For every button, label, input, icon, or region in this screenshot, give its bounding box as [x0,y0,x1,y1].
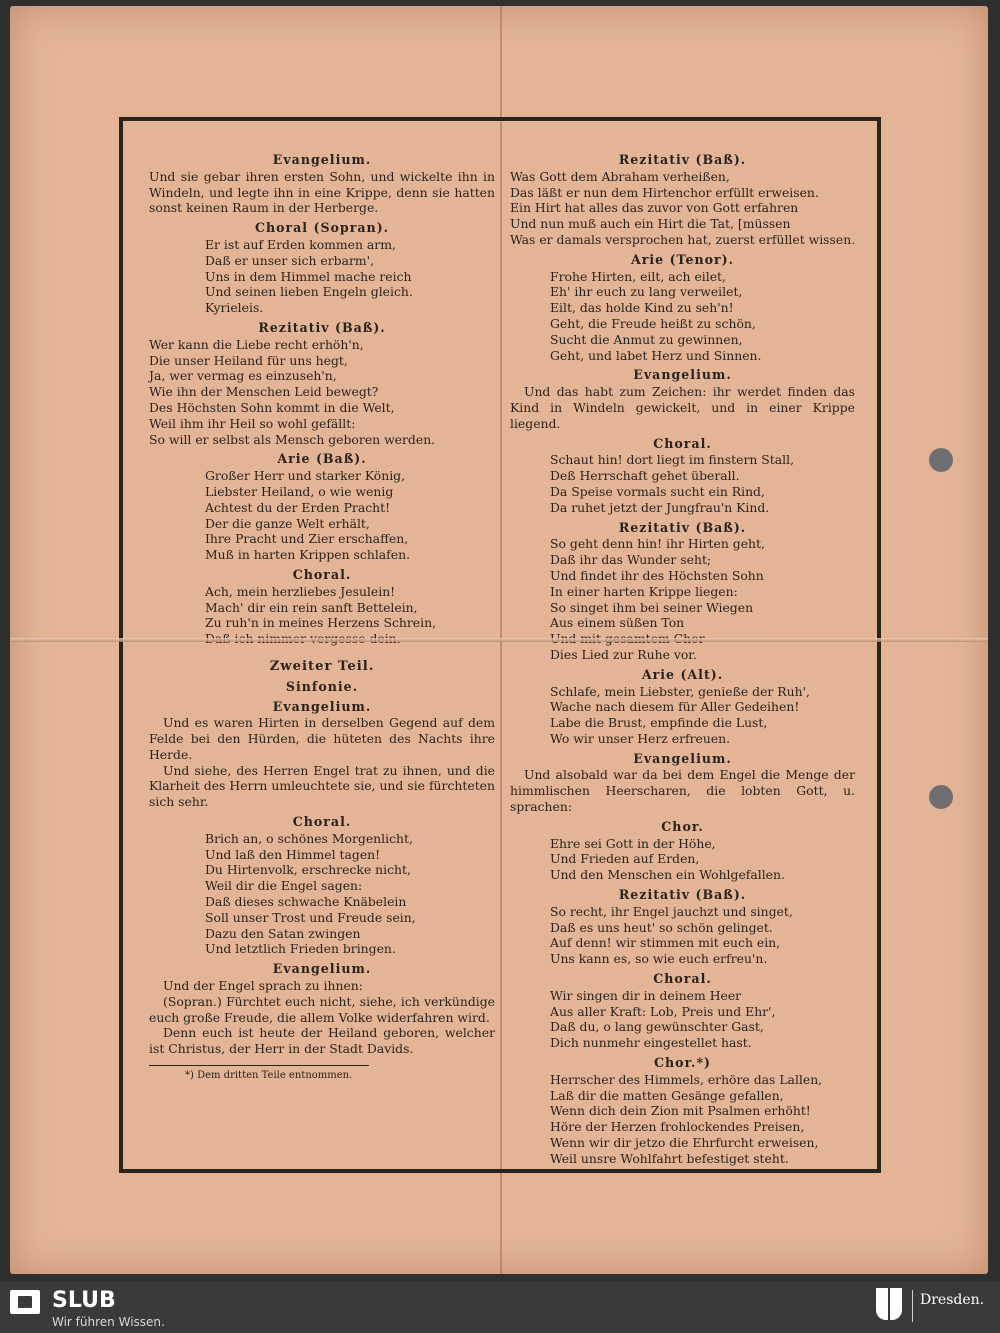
verse-line: Schaut hin! dort liegt im finstern Stall, [550,452,795,468]
verse-line: Wer kann die Liebe recht erhöh'n, [149,336,364,352]
section-heading: Rezitativ (Baß). [618,152,747,167]
verse-line: Ehre sei Gott in der Höhe, [550,835,716,851]
footnote: *) Dem dritten Teile entnommen. [185,1070,353,1082]
verse-line: Und findet ihr des Höchsten Sohn [550,567,764,583]
section-heading: Evangelium. [633,367,732,383]
verse-line: Daß es uns heut' so schön gelinget. [550,919,773,935]
prose-paragraph: Und es waren Hirten in derselben Gegend auf dem Felde bei den Hürden, die hüteten des Nachts ihre Herde. [149,715,495,762]
verse-line: Daß du, o lang gewünschter Gast, [550,1019,764,1035]
verse-line: Da ruhet jetzt der Jungfrau'n Kind. [550,499,770,515]
verse-line: Der die ganze Welt erhält, [205,515,370,531]
verse-line: Und Frieden auf Erden, [550,851,700,867]
verse-line: Uns kann es, so wie euch erfreu'n. [550,951,768,967]
verse-line: Sucht die Anmut zu gewinnen, [550,331,743,347]
verse-line: Wache nach diesem für Aller Gedeihen! [550,699,800,715]
section-heading: Chor. [661,818,704,834]
verse-line: In einer harten Krippe liegen: [550,583,738,599]
verse-line: Wenn dich dein Zion mit Psalmen erhöht! [550,1103,811,1119]
prose-paragraph: Denn euch ist heute der Heiland geboren, welcher ist Christus, der Herr in der Stadt Davids. [149,1025,495,1057]
verse-line: Liebster Heiland, o wie wenig [205,483,394,499]
library-tagline: Wir führen Wissen. [52,1315,165,1329]
verse-line: Deß Herrschaft gehet überall. [550,468,740,484]
verse-line: Da Speise vormals sucht ein Rind, [550,483,765,499]
verse-line: Und letztlich Frieden bringen. [205,941,396,957]
verse-line: Weil ihm ihr Heil so wohl gefällt: [149,415,356,431]
section-heading: Rezitativ (Baß). [618,887,747,903]
verse-line: So recht, ihr Engel jauchzt und singet, [550,903,793,919]
verse-line: Labe die Brust, empfinde die Lust, [550,715,768,731]
section-heading: Arie (Baß). [277,451,367,467]
verse-line: Brich an, o schönes Morgenlicht, [205,830,413,846]
punch-hole-lower [929,785,953,809]
footer-divider [912,1290,913,1322]
verse-line: Zu ruh'n in meines Herzens Schrein, [205,615,437,631]
verse-line: Daß ihr das Wunder seht; [550,552,712,568]
verse-line: So singet ihm bei seiner Wiegen [550,599,754,615]
verse-line: Mach' dir ein rein sanft Bettelein, [205,599,418,615]
verse-line: Auf denn! wir stimmen mit euch ein, [550,935,781,951]
verse-line: Die unser Heiland für uns hegt, [149,352,348,368]
section-heading: Evangelium. [272,152,372,167]
verse-line: Dies Lied zur Ruhe vor. [550,646,697,662]
verse-line: Achtest du der Erden Pracht! [205,499,391,515]
section-heading: Choral. [653,971,712,987]
section-heading: Choral (Sopran). [254,220,390,236]
verse-line: Frohe Hirten, eilt, ach eilet, [550,268,726,284]
verse-line: So geht denn hin! ihr Hirten geht, [550,536,765,552]
verse-line: Des Höchsten Sohn kommt in die Welt, [149,399,395,415]
verse-line: Und seinen lieben Engeln gleich. [205,284,413,300]
prose-paragraph: Und sie gebar ihren ersten Sohn, und wickelte ihn in Windeln, und legte ihn in eine Krippe, denn sie hatten sonst keinen Raum in der Herberge. [149,168,495,216]
section-heading: Choral. [292,814,352,830]
section-heading: Zweiter Teil. [269,658,375,674]
library-name[interactable]: SLUB [52,1288,116,1313]
verse-line: Aus aller Kraft: Lob, Preis und Ehr', [550,1003,776,1019]
verse-line: Ihre Pracht und Zier erschaffen, [205,531,409,547]
verse-line: Wir singen dir in deinem Heer [550,987,742,1003]
verse-line: Er ist auf Erden kommen arm, [205,236,396,252]
section-heading: Evangelium. [272,961,372,977]
verse-line: Dazu den Satan zwingen [205,925,361,941]
verse-line: Ach, mein herzliebes Jesulein! [205,583,396,599]
section-heading: Choral. [292,566,352,582]
city-name[interactable]: Dresden. [920,1292,985,1308]
text-frame [119,117,881,1173]
section-heading: Sinfonie. [285,678,359,694]
verse-line: Daß er unser sich erbarm', [205,252,375,268]
verse-line: Eilt, das holde Kind zu seh'n! [550,300,734,316]
verse-line: Ein Hirt hat alles das zuvor von Gott erfahren [510,200,799,216]
section-heading: Evangelium. [633,750,732,766]
footnote-rule [149,1065,369,1066]
verse-line: So will er selbst als Mensch geboren werden. [149,431,436,447]
dresden-crest-icon[interactable] [876,1288,902,1320]
slub-logo-icon[interactable] [10,1290,40,1314]
left-column [149,148,495,1084]
section-heading: Chor.*) [654,1055,711,1071]
prose-paragraph: Und alsobald war da bei dem Engel die Menge der himmlischen Heerscharen, die lobten Gott, u. sprachen: [510,767,855,815]
verse-line: Aus einem süßen Ton [550,615,685,631]
verse-line: Eh' ihr euch zu lang verweilet, [550,284,743,300]
verse-line: Höre der Herzen frohlockendes Preisen, [550,1119,805,1135]
verse-line: Was Gott dem Abraham verheißen, [510,168,730,184]
viewer-footer-bar [0,1282,1000,1333]
verse-line: Weil dir die Engel sagen: [205,878,363,894]
horizontal-fold-line [10,638,988,642]
verse-line: Das läßt er nun dem Hirtenchor erfüllt erweisen. [510,184,819,200]
section-heading: Rezitativ (Baß). [618,519,747,535]
prose-paragraph: Und das habt zum Zeichen: ihr werdet finden das Kind in Windeln gewickelt, und in einer Krippe liegend. [510,384,855,431]
section-heading: Choral. [653,435,712,451]
verse-line: Wie ihn der Menschen Leid bewegt? [149,384,379,400]
section-heading: Rezitativ (Baß). [258,319,386,335]
verse-line: Dich nunmehr eingestellet hast. [550,1035,752,1051]
right-column [510,148,855,1167]
verse-line: Muß in harten Krippen schlafen. [205,547,411,563]
prose-paragraph: Und siehe, des Herren Engel trat zu ihnen, und die Klarheit des Herrn umleuchtete sie, und sie fürchteten sich sehr. [149,762,495,810]
verse-line: Du Hirtenvolk, erschrecke nicht, [205,862,411,878]
section-heading: Evangelium. [272,698,372,714]
verse-line: Uns in dem Himmel mache reich [205,268,412,284]
verse-line: Soll unser Trost und Freude sein, [205,909,416,925]
prose-paragraph: (Sopran.) Fürchtet euch nicht, siehe, ich verkündige euch große Freude, die allem Volke widerfahren wird. [149,993,495,1025]
verse-line: Und nun muß auch ein Hirt die Tat, [müssen [510,216,791,232]
section-heading: Arie (Tenor). [630,251,735,267]
verse-line: Was er damals versprochen hat, zuerst erfüllet wissen. [510,231,856,247]
verse-line: Geht, die Freude heißt zu schön, [550,315,756,331]
section-heading: Arie (Alt). [641,666,724,682]
verse-line: Ja, wer vermag es einzuseh'n, [149,368,337,384]
verse-line: Wo wir unser Herz erfreuen. [550,730,731,746]
verse-line: Kyrieleis. [205,300,264,316]
verse-line: Geht, und labet Herz und Sinnen. [550,347,762,363]
verse-line: Weil unsre Wohlfahrt befestiget steht. [550,1150,789,1166]
verse-line: Schlafe, mein Liebster, genieße der Ruh', [550,683,810,699]
verse-line: Wenn wir dir jetzo die Ehrfurcht erweisen, [550,1135,819,1151]
verse-line: Herrscher des Himmels, erhöre das Lallen, [550,1071,823,1087]
prose-paragraph: Und der Engel sprach zu ihnen: [163,978,363,994]
verse-line: Laß dir die matten Gesänge gefallen, [550,1087,784,1103]
verse-line: Und laß den Himmel tagen! [205,846,381,862]
verse-line: Großer Herr und starker König, [205,468,406,484]
verse-line: Daß dieses schwache Knäbelein [205,894,407,910]
punch-hole-upper [929,448,953,472]
verse-line: Und den Menschen ein Wohlgefallen. [550,867,785,883]
